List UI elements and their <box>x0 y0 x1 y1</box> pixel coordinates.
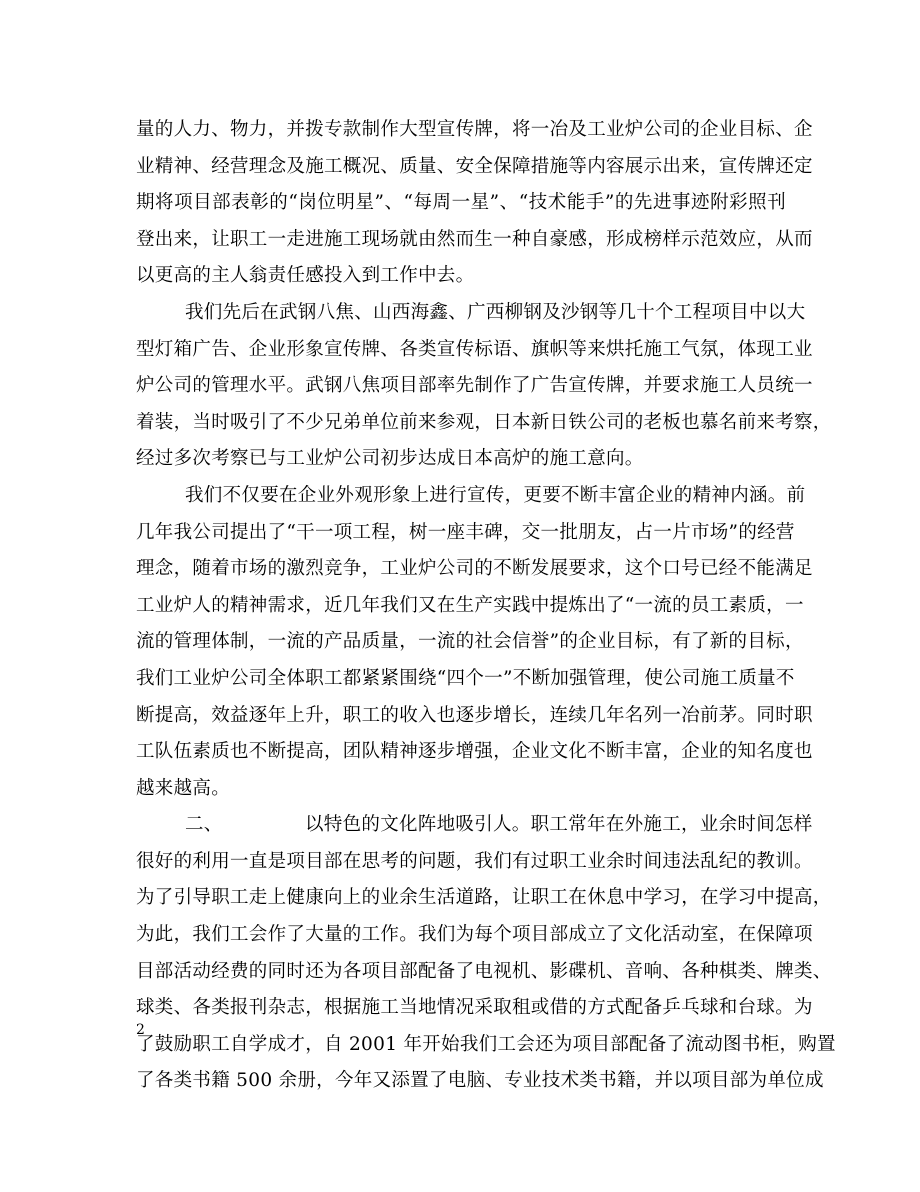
text-line: 期将项目部表彰的“岗位明星”、“每周一星”、“技术能手”的先进事迹附彩照刊 <box>136 192 786 214</box>
text-line: 为了引导职工走上健康向上的业余生活道路，让职工在休息中学习，在学习中提高， <box>136 887 832 909</box>
section-heading-line <box>136 807 813 844</box>
paragraph <box>136 295 832 478</box>
text-line: 越来越高。 <box>136 777 231 799</box>
section-first-line-text: 以特色的文化阵地吸引人。职工常年在外施工，业余时间怎样 <box>305 814 813 836</box>
text-line: 几年我公司提出了“干一项工程，树一座丰碑，交一批朋友，占一片市场”的经营 <box>136 521 795 543</box>
paragraph <box>136 478 813 807</box>
text-line: 着装，当时吸引了不少兄弟单位前来参观，日本新日铁公司的老板也慕名前来考察， <box>136 411 832 433</box>
page-number: 2 <box>136 1022 145 1038</box>
text-line: 球类、各类报刊杂志，根据施工当地情况采取租或借的方式配备乒乓球和台球。为 <box>136 997 813 1019</box>
body-text <box>136 112 836 1100</box>
text-line: 我们不仅要在企业外观形象上进行宣传，更要不断丰富企业的精神内涵。前 <box>185 484 806 506</box>
section-two <box>136 807 836 1100</box>
text-line: 我们工业炉公司全体职工都紧紧围绕“四个一”不断加强管理，使公司施工质量不 <box>136 667 795 689</box>
text-line: 工队伍素质也不断提高，团队精神逐步增强，企业文化不断丰富，企业的知名度也 <box>136 741 813 763</box>
text-line: 流的管理体制，一流的产品质量，一流的社会信誉”的企业目标，有了新的目标， <box>136 631 804 653</box>
text-line: 目部活动经费的同时还为各项目部配备了电视机、影碟机、音响、各种棋类、牌类、 <box>136 960 832 982</box>
text-line: 很好的利用一直是项目部在思考的问题，我们有过职工业余时间违法乱纪的教训。 <box>136 850 813 872</box>
text-line: 工业炉人的精神需求，近几年我们又在生产实践中提炼出了“一流的员工素质，一 <box>136 594 804 616</box>
text-line: 理念，随着市场的激烈竞争，工业炉公司的不断发展要求，这个口号已经不能满足 <box>136 558 813 580</box>
text-line: 断提高，效益逐年上升，职工的收入也逐步增长，连续几年名列一冶前茅。同时职 <box>136 704 813 726</box>
text-line: 为此，我们工会作了大量的工作。我们为每个项目部成立了文化活动室，在保障项 <box>136 924 813 946</box>
text-line: 量的人力、物力，并拨专款制作大型宣传牌，将一冶及工业炉公司的企业目标、企 <box>136 119 813 140</box>
text-line: 登出来，让职工一走进施工现场就由然而生一种自豪感，形成榜样示范效应，从而 <box>136 228 813 250</box>
text-line: 经过多次考察已与工业炉公司初步达成日本高炉的施工意向。 <box>136 448 644 470</box>
text-line: 业精神、经营理念及施工概况、质量、安全保障措施等内容展示出来，宣传牌还定 <box>136 155 813 177</box>
text-line: 我们先后在武钢八焦、山西海鑫、广西柳钢及沙钢等几十个工程项目中以大 <box>185 301 806 323</box>
paragraph <box>136 112 813 295</box>
text-line: 了鼓励职工自学成才，自 2001 年开始我们工会还为项目部配备了流动图书柜，购置 <box>136 1033 836 1055</box>
text-line: 以更高的主人翁责任感投入到工作中去。 <box>136 265 475 287</box>
text-line: 了各类书籍 500 余册，今年又添置了电脑、专业技术类书籍，并以项目部为单位成 <box>136 1070 824 1092</box>
text-line: 炉公司的管理水平。武钢八焦项目部率先制作了广告宣传牌，并要求施工人员统一 <box>136 375 813 397</box>
text-line: 型灯箱广告、企业形象宣传牌、各类宣传标语、旗帜等来烘托施工气氛，体现工业 <box>136 338 813 360</box>
section-number: 二、 <box>185 814 223 836</box>
